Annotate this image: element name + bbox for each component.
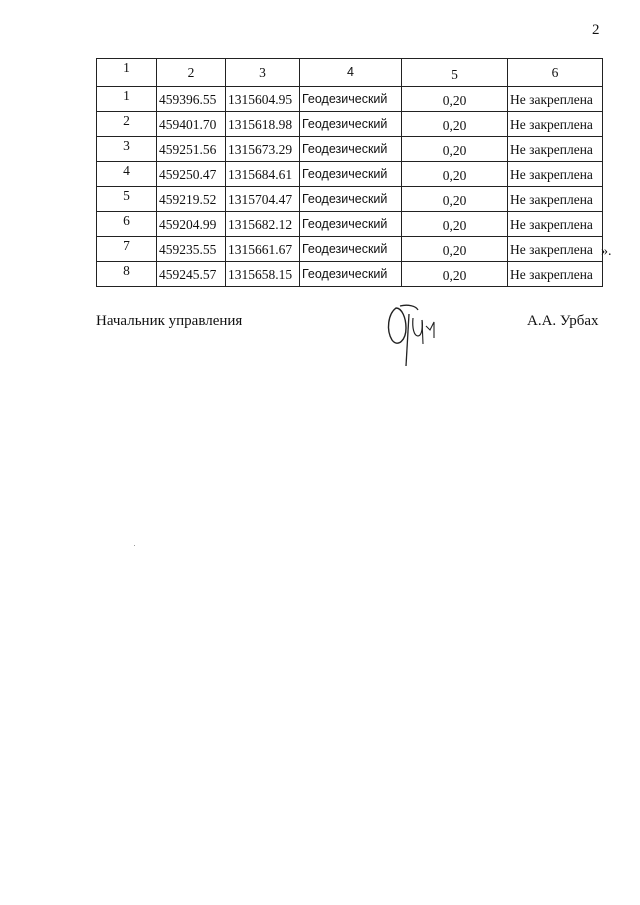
cell-marking: Не закреплена — [508, 162, 603, 187]
header-cell-3: 3 — [226, 59, 300, 87]
handwritten-signature — [382, 300, 442, 372]
cell-method: Геодезический — [300, 237, 402, 262]
cell-point-number: 5 — [97, 187, 157, 212]
header-cell-6: 6 — [508, 59, 603, 87]
header-cell-2: 2 — [157, 59, 226, 87]
table-row — [97, 112, 603, 137]
cell-coordinate-y: 1315684.61 — [226, 162, 300, 187]
table-row — [97, 212, 603, 237]
cell-method: Геодезический — [300, 137, 402, 162]
cell-coordinate-y: 1315661.67 — [226, 237, 300, 262]
cell-coordinate-x: 459204.99 — [157, 212, 226, 237]
cell-point-number: 4 — [97, 162, 157, 187]
cell-method: Геодезический — [300, 187, 402, 212]
cell-coordinate-x: 459250.47 — [157, 162, 226, 187]
cell-marking: Не закреплена — [508, 212, 603, 237]
cell-accuracy: 0,20 — [402, 112, 508, 137]
cell-coordinate-x: 459396.55 — [157, 87, 226, 112]
cell-coordinate-y: 1315658.15 — [226, 262, 300, 287]
cell-method: Геодезический — [300, 87, 402, 112]
header-cell-5: 5 — [402, 59, 508, 87]
header-cell-1: 1 — [97, 59, 157, 87]
cell-method: Геодезический — [300, 112, 402, 137]
table-row — [97, 87, 603, 112]
cell-coordinate-y: 1315673.29 — [226, 137, 300, 162]
table-header-row — [97, 59, 603, 87]
cell-coordinate-x: 459219.52 — [157, 187, 226, 212]
cell-accuracy: 0,20 — [402, 262, 508, 287]
cell-point-number: 6 — [97, 212, 157, 237]
cell-method: Геодезический — [300, 162, 402, 187]
coordinates-table — [96, 58, 603, 287]
cell-marking: Не закреплена — [508, 87, 603, 112]
cell-point-number: 1 — [97, 87, 157, 112]
cell-marking: Не закреплена — [508, 112, 603, 137]
cell-accuracy: 0,20 — [402, 212, 508, 237]
table-row — [97, 162, 603, 187]
cell-coordinate-x: 459401.70 — [157, 112, 226, 137]
cell-coordinate-y: 1315618.98 — [226, 112, 300, 137]
cell-method: Геодезический — [300, 212, 402, 237]
cell-marking: Не закреплена — [508, 262, 603, 287]
coordinates-table-body — [97, 59, 603, 287]
table-row — [97, 262, 603, 287]
cell-marking: Не закреплена — [508, 137, 603, 162]
cell-point-number: 7 — [97, 237, 157, 262]
cell-accuracy: 0,20 — [402, 162, 508, 187]
cell-coordinate-y: 1315604.95 — [226, 87, 300, 112]
cell-accuracy: 0,20 — [402, 187, 508, 212]
cell-marking: Не закреплена — [508, 187, 603, 212]
cell-accuracy: 0,20 — [402, 237, 508, 262]
signatory-position: Начальник управления — [96, 313, 243, 329]
cell-accuracy: 0,20 — [402, 137, 508, 162]
cell-point-number: 8 — [97, 262, 157, 287]
signatory-name: А.А. Урбах — [527, 313, 599, 329]
cell-coordinate-x: 459251.56 — [157, 137, 226, 162]
cell-marking: Не закреплена — [508, 237, 603, 262]
table-row — [97, 237, 603, 262]
scan-speck — [134, 545, 135, 546]
page-number: 2 — [592, 22, 600, 38]
header-cell-4: 4 — [300, 59, 402, 87]
cell-coordinate-y: 1315704.47 — [226, 187, 300, 212]
table-row — [97, 187, 603, 212]
cell-point-number: 3 — [97, 137, 157, 162]
table-row — [97, 137, 603, 162]
cell-coordinate-x: 459245.57 — [157, 262, 226, 287]
cell-point-number: 2 — [97, 112, 157, 137]
table-closing-mark: ». — [601, 244, 612, 259]
cell-coordinate-x: 459235.55 — [157, 237, 226, 262]
cell-method: Геодезический — [300, 262, 402, 287]
cell-coordinate-y: 1315682.12 — [226, 212, 300, 237]
cell-accuracy: 0,20 — [402, 87, 508, 112]
